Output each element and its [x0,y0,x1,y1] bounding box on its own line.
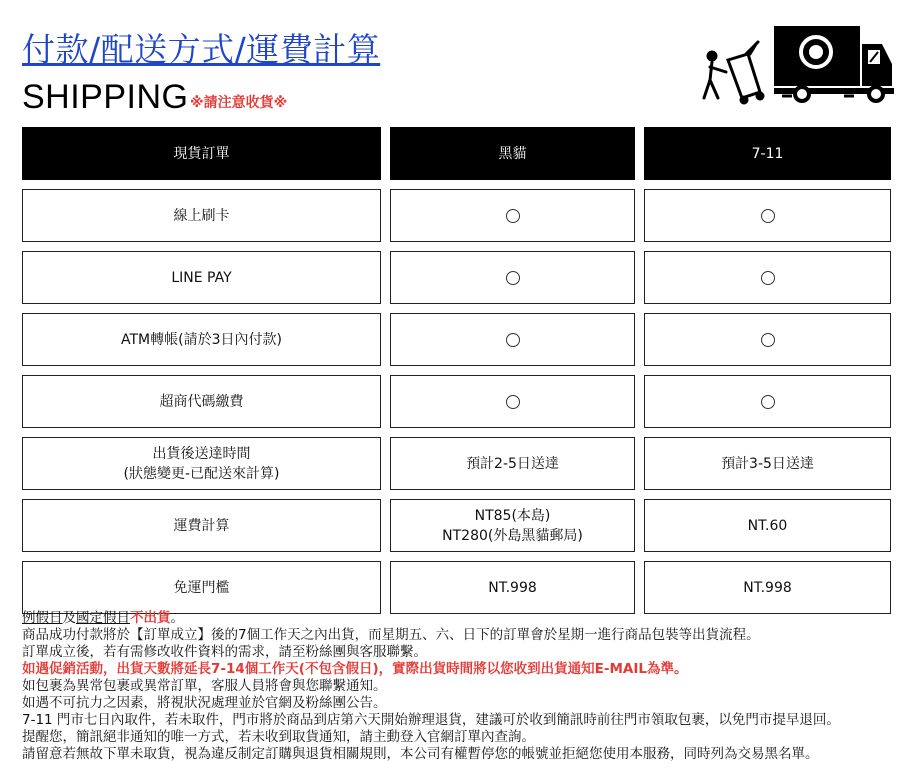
page-title[interactable]: 付款/配送方式/運費計算 [22,30,381,69]
row-label [22,437,381,490]
promo-warning: 如遇促銷活動，出貨天數將延長7-14個工作天(不包含假日)，實際出貨時間將以您收到出貨通知E-MAIL為準。 [22,661,688,677]
circle-mark [644,189,891,242]
circle-mark [390,189,635,242]
circle-mark [390,313,635,366]
truck-body-icon [774,26,894,101]
note-line: 如遇不可抗力之因素，將視狀況處理並於官網及粉絲團公告。 [22,695,387,711]
no-shipping-text: 不出貨 [130,610,171,626]
table-row [22,561,892,614]
row-label: 線上刷卡 [22,189,381,242]
shipping-notes [22,610,912,763]
table-row [22,313,892,366]
note-line: 請留意若無故下單未取貨，視為違反制定訂購與退貨相關規則，本公司有權暫停您的帳號並拒絕您使用本服務，同時列為交易黑名單。 [22,746,819,762]
row-label: 運費計算 [22,499,381,552]
delivery-truck-icon [698,22,896,110]
circle-mark [644,251,891,304]
shipping-heading: SHIPPING [22,78,189,116]
circle-mark [644,313,891,366]
note-text: 。 [170,610,184,626]
note-line: 商品成功付款將於【訂單成立】後的7個工作天之內出貨，而星期五、六、日下的訂單會於星期一進行商品包裝等出貨流程。 [22,627,760,643]
note-line: 訂單成立後，若有需修改收件資料的需求，請至粉絲團與客服聯繫。 [22,644,427,660]
national-holiday-text: 國定假日 [76,610,130,626]
column-header: 現貨訂單 [22,127,381,180]
circle-mark [390,251,635,304]
table-row [22,189,892,242]
column-header: 7-11 [644,127,891,180]
fee-line2: NT280(外島黑貓郵局) [442,527,583,544]
table-cell: NT.998 [644,561,891,614]
note-text: 及 [62,610,76,626]
table-row [22,499,892,552]
table-cell [390,499,635,552]
note-line: 如包裹為異常包裹或異常訂單，客服人員將會與您聯繫通知。 [22,678,387,694]
note-line: 提醒您，簡訊絕非通知的唯一方式，若未收到取貨通知，請主動登入官網訂單內查詢。 [22,729,535,745]
notice-label: ※請注意收貨※ [190,95,288,111]
holiday-text: 例假日 [22,610,63,626]
note-line [22,610,912,627]
row-label: 超商代碼繳費 [22,375,381,428]
row-label: LINE PAY [22,251,381,304]
table-row [22,251,892,304]
table-header-row [22,127,892,180]
fee-line1: NT85(本島) [474,507,551,524]
circle-mark [390,375,635,428]
column-header: 黑貓 [390,127,635,180]
table-cell: 預計2-5日送達 [390,437,635,490]
table-cell: NT.60 [644,499,891,552]
person-pushing-cart-icon [704,42,763,103]
table-row [22,375,892,428]
table-cell: NT.998 [390,561,635,614]
note-line: 7-11 門市七日內取件，若未取件，門市將於商品到店第六天開始辦理退貨，建議可於收到簡訊時前往門市領取包裹，以免門市提早退回。 [22,712,840,728]
row-label: 免運門檻 [22,561,381,614]
table-row [22,437,892,490]
table-cell: 預計3-5日送達 [644,437,891,490]
row-label-line1: 出貨後送達時間 [152,445,251,462]
row-label-line2: (狀態變更-已配送來計算) [123,465,280,482]
circle-mark [644,375,891,428]
shipping-table [22,127,892,623]
row-label: ATM轉帳(請於3日內付款) [22,313,381,366]
